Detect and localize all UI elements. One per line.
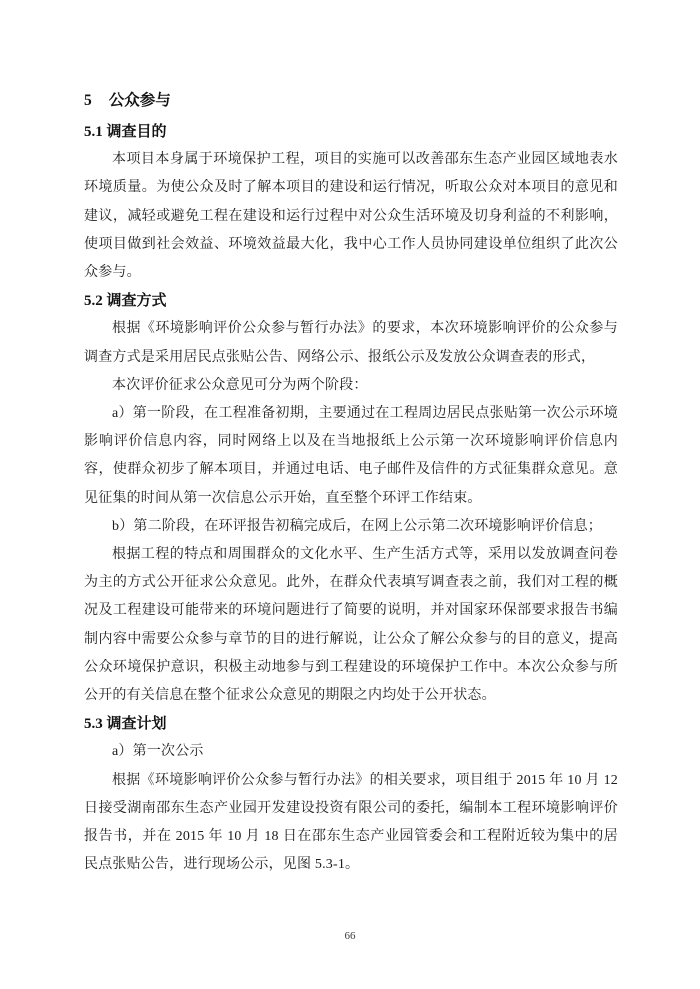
section-heading-5-3: 5.3 调查计划 [84,716,167,733]
paragraph-5-2-stage-b: b）第二阶段，在环评报告初稿完成后，在网上公示第二次环境影响评价信息； [112,518,602,534]
section-heading-5-1: 5.1 调查目的 [84,124,167,140]
paragraph-5-3-first-announcement-detail: 根据《环境影响评价公众参与暂行办法》的相关要求，项目组于 2015 年 10 月 12 日接受湖南邵东生态产业园开发建设投资有限公司的委托，编制本工程环境影响评价报告书，并在 2015 年 10 月 18 日在邵东生态产业园管委会和工程附近较为集中的居民点张贴公告，进行现场公示，见图 5.3-1。 [84,772,618,873]
paragraph-5-3-first-announcement-label: a）第一次公示 [112,744,204,760]
paragraph-5-2-questionnaire: 根据工程的特点和周围群众的文化水平、生产生活方式等，采用以发放调查问卷为主的方式公开征求公众意见。此外，在群众代表填写调查表之前，我们对工程的概况及工程建设可能带来的环境问题进行了简要的说明，并对国家环保部要求报告书编制内容中需要公众参与章节的目的进行解说，让公众了解公众参与的目的意义，提高公众环境保护意识，积极主动地参与到工程建设的环境保护工作中。本次公众参与所公开的有关信息在整个征求公众意见的期限之内均处于公开状态。 [84,547,618,704]
paragraph-5-2-stages-intro: 本次评价征求公众意见可分为两个阶段： [112,377,368,393]
chapter-title: 公众参与 [108,92,171,109]
page-number: 66 [344,930,356,942]
paragraph-5-2-stage-a: a）第一阶段，在工程准备初期，主要通过在工程周边居民点张贴第一次公示环境影响评价信息内容，同时网络上以及在当地报纸上公示第一次环境影响评价信息内容，使群众初步了解本项目，并通过电话、电子邮件及信件的方式征集群众意见。意见征集的时间从第一次信息公示开始，直至整个环评工作结束。 [84,406,618,506]
paragraph-5-2-methods: 根据《环境影响评价公众参与暂行办法》的要求，本次环境影响评价的公众参与调查方式是采用居民点张贴公告、网络公示、报纸公示及发放公众调查表的形式， [84,321,618,365]
page-content [84,90,618,879]
paragraph-5-1-purpose: 本项目本身属于环境保护工程，项目的实施可以改善邵东生态产业园区域地表水环境质量。为使公众及时了解本项目的建设和运行情况，听取公众对本项目的意见和建议，减轻或避免工程在建设和运行过程中对公众生活环境及切身利益的不利影响，使项目做到社会效益、环境效益最大化，我中心工作人员协同建设单位组织了此次公众参与。 [84,152,618,281]
chapter-number: 5 [84,92,92,109]
chapter-heading [84,90,618,112]
section-heading-5-2: 5.2 调查方式 [84,293,167,310]
